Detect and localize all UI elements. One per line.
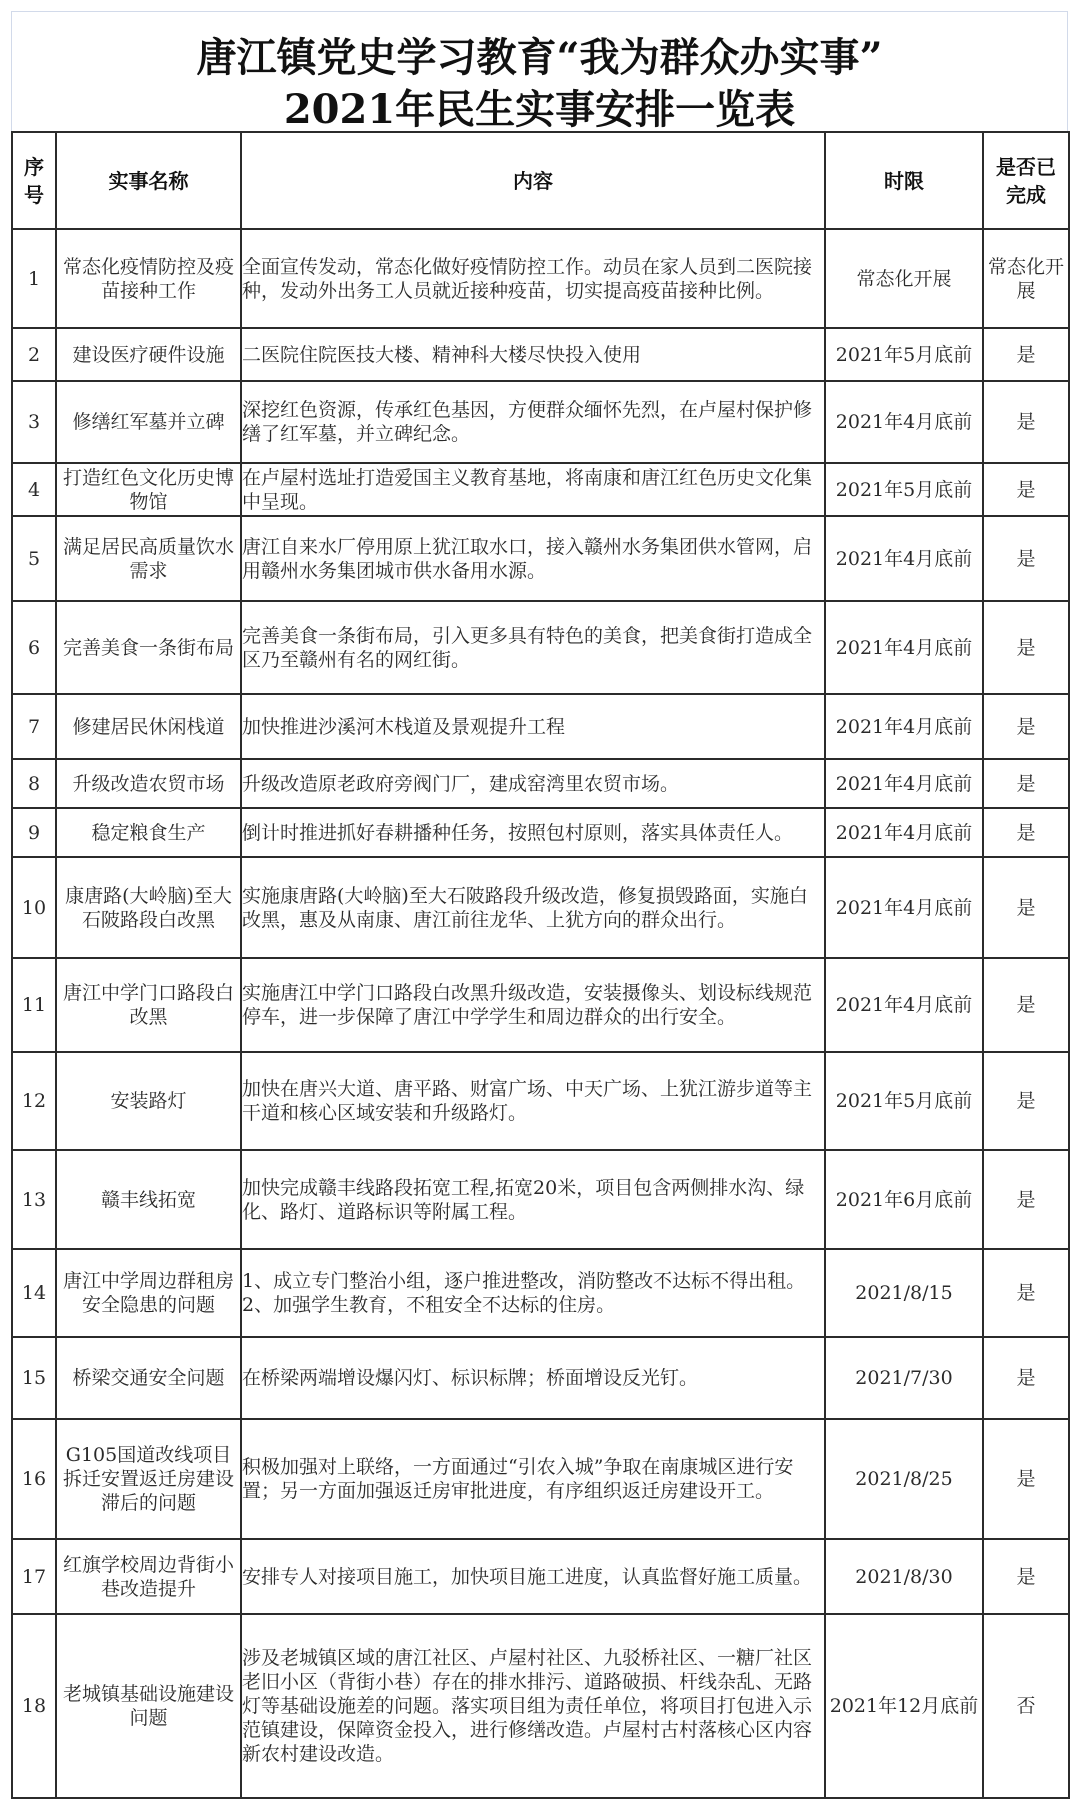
cell-deadline: 常态化开展 [825,229,983,328]
cell-seq: 10 [12,857,56,958]
cell-done-status: 是 [983,759,1069,808]
cell-project-name: 修缮红军墓并立碑 [56,381,241,463]
table-row [12,516,1069,601]
cell-content: 唐江自来水厂停用原上犹江取水口，接入赣州水务集团供水管网，启用赣州水务集团城市供水备用水源。 [241,516,825,601]
cell-seq: 2 [12,328,56,381]
table-row [12,1052,1069,1150]
cell-project-name: 修建居民休闲栈道 [56,694,241,759]
table-row [12,1150,1069,1249]
cell-content: 1、成立专门整治小组，逐户推进整改，消防整改不达标不得出租。2、加强学生教育，不租安全不达标的住房。 [241,1249,825,1337]
header-deadline: 时限 [825,132,983,229]
table-row [12,328,1069,381]
cell-deadline: 2021年4月底前 [825,694,983,759]
cell-project-name: 建设医疗硬件设施 [56,328,241,381]
cell-deadline: 2021年4月底前 [825,857,983,958]
cell-content: 倒计时推进抓好春耕播种任务，按照包村原则，落实具体责任人。 [241,808,825,857]
document-title-box [11,11,1068,131]
cell-project-name: G105国道改线项目拆迁安置返迁房建设滞后的问题 [56,1419,241,1539]
cell-project-name: 红旗学校周边背街小巷改造提升 [56,1539,241,1614]
cell-seq: 18 [12,1614,56,1798]
document-title-line-2: 2021年民生实事安排一览表 [283,86,796,133]
cell-content: 涉及老城镇区域的唐江社区、卢屋村社区、九驳桥社区、一糖厂社区老旧小区（背街小巷）存在的排水排污、道路破损、杆线杂乱、无路灯等基础设施差的问题。落实项目组为责任单位，将项目打包进入示范镇建设，保障资金投入，进行修缮改造。卢屋村古村落核心区内容新农村建设改造。 [241,1614,825,1798]
cell-done-status: 是 [983,601,1069,694]
cell-done-status: 是 [983,1337,1069,1419]
cell-done-status: 是 [983,1539,1069,1614]
cell-seq: 17 [12,1539,56,1614]
cell-seq: 4 [12,463,56,516]
livelihood-projects-table [11,131,1070,1799]
cell-done-status: 是 [983,958,1069,1052]
table-header-row [12,132,1069,229]
cell-deadline: 2021年4月底前 [825,601,983,694]
header-done: 是否已完成 [983,132,1069,229]
cell-content: 完善美食一条街布局，引入更多具有特色的美食，把美食街打造成全区乃至赣州有名的网红街。 [241,601,825,694]
cell-content: 加快完成赣丰线路段拓宽工程,拓宽20米，项目包含两侧排水沟、绿化、路灯、道路标识等附属工程。 [241,1150,825,1249]
cell-content: 积极加强对上联络，一方面通过“引农入城”争取在南康城区进行安置；另一方面加强返迁房审批进度，有序组织返迁房建设开工。 [241,1419,825,1539]
cell-project-name: 打造红色文化历史博物馆 [56,463,241,516]
cell-content: 加快在唐兴大道、唐平路、财富广场、中天广场、上犹江游步道等主干道和核心区域安装和升级路灯。 [241,1052,825,1150]
cell-seq: 8 [12,759,56,808]
cell-deadline: 2021年4月底前 [825,516,983,601]
cell-done-status: 是 [983,381,1069,463]
cell-content: 深挖红色资源，传承红色基因，方便群众缅怀先烈，在卢屋村保护修缮了红军墓，并立碑纪念。 [241,381,825,463]
table-row [12,229,1069,328]
cell-content: 在卢屋村选址打造爱国主义教育基地，将南康和唐江红色历史文化集中呈现。 [241,463,825,516]
table-row [12,857,1069,958]
table-row [12,694,1069,759]
cell-deadline: 2021/7/30 [825,1337,983,1419]
header-seq: 序号 [12,132,56,229]
table-row [12,601,1069,694]
cell-seq: 6 [12,601,56,694]
cell-seq: 14 [12,1249,56,1337]
cell-project-name: 老城镇基础设施建设问题 [56,1614,241,1798]
header-name: 实事名称 [56,132,241,229]
table-row [12,1614,1069,1798]
cell-content: 二医院住院医技大楼、精神科大楼尽快投入使用 [241,328,825,381]
cell-done-status: 是 [983,808,1069,857]
cell-done-status: 常态化开展 [983,229,1069,328]
cell-project-name: 常态化疫情防控及疫苗接种工作 [56,229,241,328]
cell-content: 在桥梁两端增设爆闪灯、标识标牌；桥面增设反光钉。 [241,1337,825,1419]
cell-deadline: 2021/8/25 [825,1419,983,1539]
cell-deadline: 2021年5月底前 [825,1052,983,1150]
cell-content: 实施康唐路(大岭脑)至大石陂路段升级改造，修复损毁路面，实施白改黑，惠及从南康、唐江前往龙华、上犹方向的群众出行。 [241,857,825,958]
cell-deadline: 2021年4月底前 [825,381,983,463]
cell-project-name: 完善美食一条街布局 [56,601,241,694]
cell-done-status: 是 [983,328,1069,381]
cell-project-name: 满足居民高质量饮水需求 [56,516,241,601]
cell-project-name: 稳定粮食生产 [56,808,241,857]
cell-done-status: 是 [983,857,1069,958]
table-row [12,759,1069,808]
cell-content: 实施唐江中学门口路段白改黑升级改造，安装摄像头、划设标线规范停车，进一步保障了唐江中学学生和周边群众的出行安全。 [241,958,825,1052]
cell-project-name: 桥梁交通安全问题 [56,1337,241,1419]
table-row [12,381,1069,463]
cell-content: 加快推进沙溪河木栈道及景观提升工程 [241,694,825,759]
cell-seq: 7 [12,694,56,759]
cell-seq: 12 [12,1052,56,1150]
cell-content: 安排专人对接项目施工，加快项目施工进度，认真监督好施工质量。 [241,1539,825,1614]
cell-deadline: 2021年4月底前 [825,958,983,1052]
cell-project-name: 唐江中学门口路段白改黑 [56,958,241,1052]
cell-done-status: 是 [983,516,1069,601]
cell-deadline: 2021/8/30 [825,1539,983,1614]
document-title-line-1: 唐江镇党史学习教育“我为群众办实事” [196,34,883,81]
cell-seq: 13 [12,1150,56,1249]
cell-project-name: 安装路灯 [56,1052,241,1150]
cell-seq: 3 [12,381,56,463]
table-row [12,958,1069,1052]
cell-seq: 5 [12,516,56,601]
table-row [12,463,1069,516]
cell-done-status: 是 [983,1150,1069,1249]
cell-deadline: 2021年4月底前 [825,808,983,857]
table-row [12,1539,1069,1614]
cell-deadline: 2021年4月底前 [825,759,983,808]
cell-deadline: 2021年5月底前 [825,463,983,516]
cell-done-status: 是 [983,1052,1069,1150]
table-row [12,1419,1069,1539]
cell-done-status: 是 [983,1249,1069,1337]
cell-seq: 11 [12,958,56,1052]
table-row [12,1337,1069,1419]
cell-project-name: 唐江中学周边群租房安全隐患的问题 [56,1249,241,1337]
cell-content: 升级改造原老政府旁阀门厂，建成窑湾里农贸市场。 [241,759,825,808]
cell-seq: 16 [12,1419,56,1539]
table-row [12,808,1069,857]
cell-deadline: 2021年5月底前 [825,328,983,381]
cell-seq: 1 [12,229,56,328]
cell-project-name: 赣丰线拓宽 [56,1150,241,1249]
cell-done-status: 是 [983,463,1069,516]
cell-deadline: 2021/8/15 [825,1249,983,1337]
cell-deadline: 2021年6月底前 [825,1150,983,1249]
cell-content: 全面宣传发动，常态化做好疫情防控工作。动员在家人员到二医院接种，发动外出务工人员就近接种疫苗，切实提高疫苗接种比例。 [241,229,825,328]
cell-deadline: 2021年12月底前 [825,1614,983,1798]
cell-project-name: 康唐路(大岭脑)至大石陂路段白改黑 [56,857,241,958]
table-row [12,1249,1069,1337]
cell-seq: 9 [12,808,56,857]
cell-done-status: 是 [983,694,1069,759]
cell-project-name: 升级改造农贸市场 [56,759,241,808]
header-content: 内容 [241,132,825,229]
cell-done-status: 是 [983,1419,1069,1539]
cell-done-status: 否 [983,1614,1069,1798]
cell-seq: 15 [12,1337,56,1419]
